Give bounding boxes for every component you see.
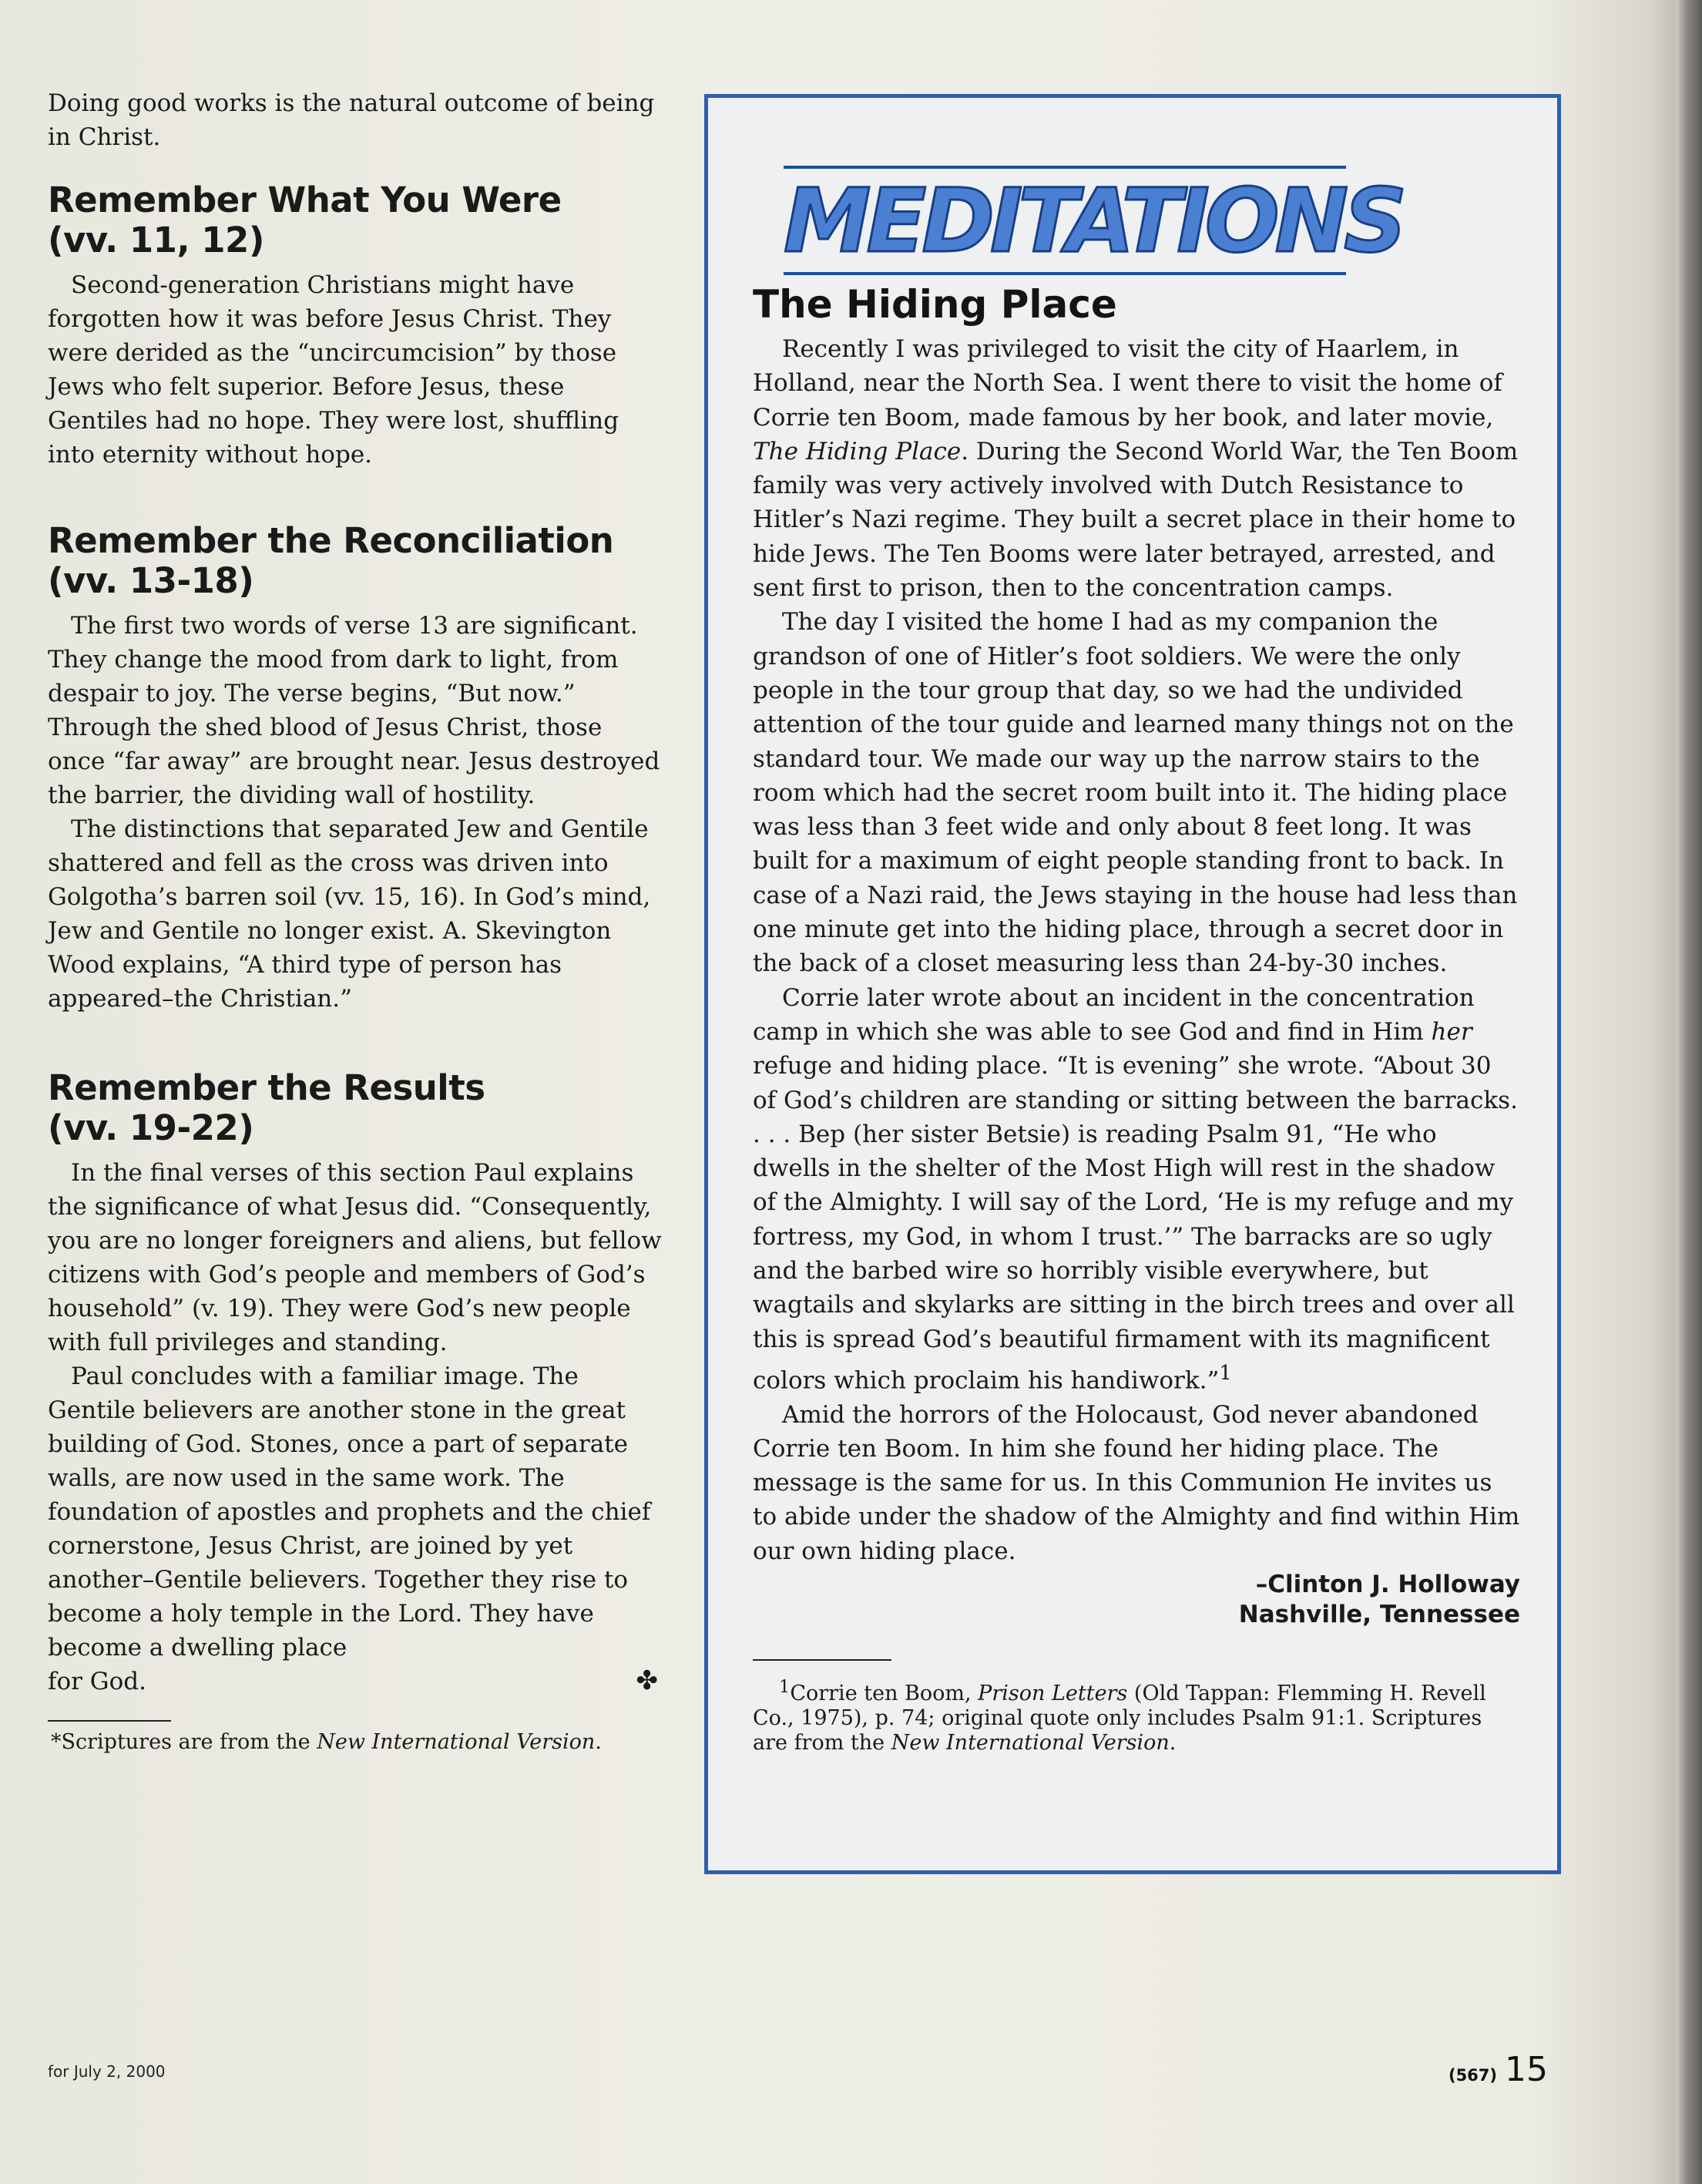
section-heading-verses: (vv. 19-22) (48, 1107, 254, 1148)
meditations-box (704, 94, 1561, 1874)
section-last-line (48, 1665, 664, 1698)
last-line-text: for God. (48, 1668, 146, 1695)
end-mark-icon: ✤ (636, 1665, 658, 1696)
page-binding-edge (1676, 0, 1702, 2184)
article-title: The Hiding Place (753, 282, 1117, 327)
box-footnote-text: (Old Tappan: Flemming H. Revell Co., 1975), p. 74; original quote only includes Psalm 91:1. Scriptures are from the (753, 1682, 1486, 1756)
section-heading (48, 1068, 664, 1148)
article-paragraph: Amid the horrors of the Holocaust, God never abandoned Corrie ten Boom. In him she found her hiding place. The message is the same for us. In this Communion He invites us to abide under the shadow of the Almighty and find within Him our own hiding place. (753, 1400, 1520, 1565)
logo-text: MEDITATIONS (784, 170, 1403, 272)
footnote-rule (48, 1720, 171, 1722)
box-footnote-rule (753, 1659, 891, 1661)
section-heading-verses: (vv. 13-18) (48, 560, 254, 601)
footer-date: for July 2, 2000 (48, 2062, 166, 2081)
meditations-content (753, 166, 1520, 1756)
author-location: Nashville, Tennessee (1238, 1601, 1520, 1629)
book-title: The Hiding Place (753, 437, 962, 465)
section-what-you-were (48, 180, 664, 472)
footnote (51, 1728, 664, 1757)
article-paragraph: The day I visited the home I had as my companion the grandson of one of Hitler’s foot soldiers. We were the only people in the tour group that day, so we had the undivided attention of the tour guide and learned many things not on the standard tour. We made our way up the narrow stairs to the room which had the secret room built into it. The hiding place was less than 3 feet wide and only about 8 feet long. It was built for a maximum of eight people standing front to back. In case of a Nazi raid, the Jews staying in the house had less than one minute get into the hiding place, through a secret door in the back of a closet measuring less than 24-by-30 inches. (753, 608, 1518, 978)
section-heading-verses: (vv. 11, 12) (48, 220, 264, 260)
box-footnote-text: . (1169, 1731, 1177, 1756)
section-heading-title: Remember the Reconciliation (48, 520, 614, 561)
section-heading-title: Remember the Results (48, 1067, 485, 1108)
article-paragraph (753, 332, 1520, 605)
meditations-logo (784, 166, 1403, 281)
paragraph-text: Corrie later wrote about an incident in the concentration camp in which she was able to see God and find in Him (753, 983, 1475, 1046)
paragraph-text: refuge and hiding place. “It is evening” she wrote. “About 30 of God’s children are standing or sitting between the barracks. . . . Bep (her sister Betsie) is reading Psalm 91, “He who dwells in the shelter of the Most High will rest in the shadow of the Almighty. I will say of the Lord, ‘He is my refuge and my fortress, my God, in whom I trust.’” The barracks are so ugly and the barbed wire so horribly visible everywhere, but wagtails and skylarks are sitting in the birch trees and over all this is spread God’s beautiful firmament with its magnificent colors which proclaim his handiwork.” (753, 1052, 1518, 1395)
paragraph-text: Recently I was privileged to visit the city of Haarlem, in Holland, near the North Sea. I went there to visit the home of Corrie ten Boom, made famous by her book, and later movie, (753, 335, 1502, 432)
box-footnote-marker: 1 (779, 1677, 791, 1698)
paragraph-text: . During the Second World War, the Ten Boom family was very actively involved with Dutch Resistance to Hitler’s Nazi regime. They built a secret place in their home to hide Jews. The Ten Booms were later betrayed, arrested, and sent first to prison, then to the concentration camps. (753, 437, 1519, 603)
page-number: 15 (1505, 2050, 1548, 2089)
section-paragraph: The first two words of verse 13 are significant. They change the mood from dark to light, from despair to joy. The verse begins, “But now.” Through the shed blood of Jesus Christ, those once “far away” are brought near. Jesus destroyed the barrier, the dividing wall of hostility. (48, 612, 660, 809)
footer-page (1449, 2050, 1548, 2089)
footnote-marker: 1 (1219, 1361, 1232, 1385)
footnote-suffix: . (595, 1730, 602, 1754)
section-paragraph: Paul concludes with a familiar image. The Gentile believers are another stone in the great building of God. Stones, once a part of separate walls, are now used in the same work. The foundation of apostles and prophets and the chief cornerstone, Jesus Christ, are joined by yet another–Gentile believers. Together they rise to become a holy temple in the Lord. They have become a dwelling place (48, 1362, 651, 1662)
section-reconciliation (48, 521, 664, 1016)
footnote-prefix: *Scriptures are from the (51, 1730, 317, 1754)
section-paragraph: Second-generation Christians might have forgotten how it was before Jesus Christ. They were derided as the “uncircumcision” by those Jews who felt superior. Before Jesus, these Gentiles had no hope. They were lost, shuffling into eternity without hope. (48, 271, 619, 469)
section-paragraph: The distinctions that separated Jew and Gentile shattered and fell as the cross was driven into Golgotha’s barren soil (vv. 15, 16). In God’s mind, Jew and Gentile no longer exist. A. Skevington Wood explains, “A third type of person has appeared–the Christian.” (48, 815, 651, 1013)
left-column (48, 86, 664, 1757)
intro-paragraph: Doing good works is the natural outcome of being in Christ. (48, 89, 655, 151)
section-heading (48, 180, 664, 260)
logo-rule-bottom (784, 272, 1346, 275)
box-footnote-version: New International Version (891, 1731, 1170, 1756)
section-heading-title: Remember What You Were (48, 180, 562, 220)
article-paragraph (753, 981, 1520, 1398)
emphasis-text: her (1431, 1017, 1472, 1046)
author-signature (753, 1570, 1520, 1630)
footnote-version: New International Version (317, 1730, 596, 1754)
section-results (48, 1068, 664, 1698)
section-paragraph: In the final verses of this section Paul explains the significance of what Jesus did. “Consequently, you are no longer foreigners and aliens, but fellow citizens with God’s people and members of God’s household” (v. 19). They were God’s new people with full privileges and standing. (48, 1159, 662, 1356)
box-footnote-book: Prison Letters (978, 1682, 1128, 1706)
section-heading (48, 521, 664, 601)
box-footnote-text: Corrie ten Boom, (790, 1682, 979, 1706)
issue-number: (567) (1448, 2066, 1497, 2085)
author-name: –Clinton J. Holloway (1255, 1571, 1520, 1599)
logo-rule-top (784, 166, 1346, 169)
box-footnote (753, 1675, 1520, 1756)
